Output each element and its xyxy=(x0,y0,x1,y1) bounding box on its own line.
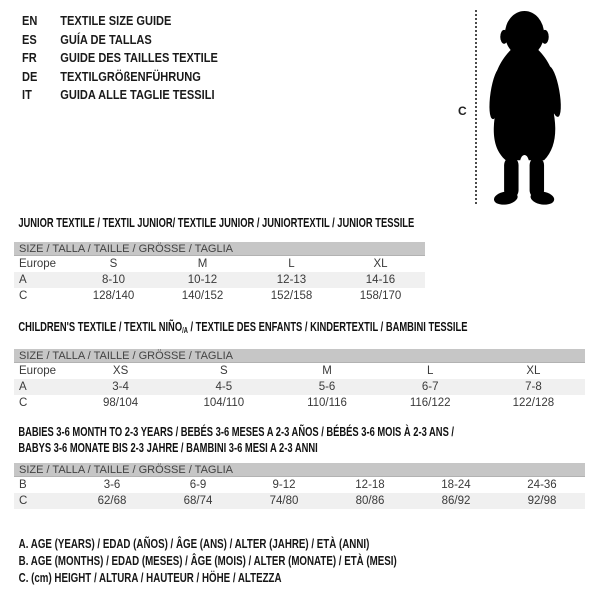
height-value: 104/110 xyxy=(203,397,245,409)
age-value: 12-13 xyxy=(276,274,307,286)
language-code: EN xyxy=(22,13,38,28)
age-value: 10-12 xyxy=(187,274,218,286)
height-value: 68/74 xyxy=(183,495,213,507)
junior-table-grid xyxy=(14,242,425,304)
age-value: 18-24 xyxy=(441,479,471,491)
language-row xyxy=(22,31,218,50)
babies-table-grid xyxy=(14,463,585,509)
language-code: DE xyxy=(22,68,38,84)
language-row xyxy=(22,49,218,68)
title-subscript: /A xyxy=(182,326,188,335)
height-value: 116/122 xyxy=(409,397,451,409)
height-value: 98/104 xyxy=(103,397,139,409)
height-value: 74/80 xyxy=(269,495,299,507)
language-code: FR xyxy=(22,50,37,65)
language-code: IT xyxy=(22,87,32,102)
babies-table-title-line1: BABIES 3-6 MONTH TO 2-3 YEARS / BEBÉS 3-6 MESES A 2-3 AÑOS / BÉBÉS 3-6 MOIS À 2-3 ANS / xyxy=(18,424,455,439)
title-text: / TEXTILE DES ENFANTS / KINDERTEXTIL / BAMBINI TESSILE xyxy=(187,319,468,334)
size-header-bar: SIZE / TALLA / TAILLE / GRÖSSE / TAGLIA xyxy=(14,242,425,256)
children-table xyxy=(14,320,585,411)
height-value: 110/116 xyxy=(307,397,347,409)
table-row xyxy=(14,477,585,493)
language-label: TEXTILE SIZE GUIDE xyxy=(60,13,172,28)
size-header-bar: SIZE / TALLA / TAILLE / GRÖSSE / TAGLIA xyxy=(14,349,585,363)
size-value: S xyxy=(109,258,118,270)
language-code: ES xyxy=(22,31,37,47)
height-value: 62/68 xyxy=(97,495,127,507)
age-value: 14-16 xyxy=(365,274,396,286)
table-row xyxy=(14,493,585,509)
baby-silhouette-icon xyxy=(482,8,567,207)
age-value: 24-36 xyxy=(527,479,557,491)
height-value: 86/92 xyxy=(441,495,471,507)
age-value: 9-12 xyxy=(272,479,296,491)
junior-table xyxy=(14,216,425,304)
language-label: GUÍA DE TALLAS xyxy=(60,31,152,47)
age-value: 5-6 xyxy=(318,381,336,393)
row-label: C xyxy=(19,290,28,302)
language-label: TEXTILGRÖßENFÜHRUNG xyxy=(60,68,201,84)
height-value: 122/128 xyxy=(512,397,555,409)
size-value: L xyxy=(288,258,295,270)
legend-line-age-years: A. AGE (YEARS) / EDAD (AÑOS) / ÂGE (ANS) / ALTER (JAHRE) / ETÀ (ANNI) xyxy=(18,537,370,551)
row-label: C xyxy=(19,495,28,507)
row-label: C xyxy=(19,397,28,409)
table-row xyxy=(14,272,425,288)
table-row xyxy=(14,379,585,395)
age-value: 4-5 xyxy=(215,381,233,393)
size-value: L xyxy=(427,365,434,377)
size-value: M xyxy=(322,365,332,377)
babies-table-title-line2: BABYS 3-6 MONATE BIS 2-3 JAHRE / BAMBINI 3-6 MESI A 2-3 ANNI xyxy=(18,439,318,455)
language-label: GUIDA ALLE TAGLIE TESSILI xyxy=(60,87,215,102)
row-label: A xyxy=(19,274,27,286)
language-row xyxy=(22,68,218,87)
language-row xyxy=(22,12,218,31)
age-value: 6-9 xyxy=(189,479,207,491)
language-list xyxy=(22,12,252,105)
height-value: 128/140 xyxy=(92,290,135,302)
age-value: 8-10 xyxy=(101,274,126,286)
row-label: A xyxy=(19,381,27,393)
language-label: GUIDE DES TAILLES TEXTILE xyxy=(60,50,218,65)
height-value: 140/152 xyxy=(181,290,224,302)
legend-line-age-months: B. AGE (MONTHS) / EDAD (MESES) / ÂGE (MOIS) / ALTER (MONATE) / ETÀ (MESI) xyxy=(18,554,397,568)
legend xyxy=(14,536,505,587)
children-table-grid xyxy=(14,349,585,411)
language-row xyxy=(22,86,218,105)
height-label: C xyxy=(458,104,467,118)
legend-line-height: C. (cm) HEIGHT / ALTURA / HAUTEUR / HÖHE / ALTEZZA xyxy=(18,571,282,585)
size-value: XL xyxy=(526,365,541,377)
age-value: 6-7 xyxy=(421,381,439,393)
height-dotted-line xyxy=(475,10,477,204)
table-row xyxy=(14,363,585,379)
junior-table-title: JUNIOR TEXTILE / TEXTIL JUNIOR/ TEXTILE JUNIOR / JUNIORTEXTIL / JUNIOR TESSILE xyxy=(18,215,415,230)
age-value: 3-4 xyxy=(112,381,129,393)
row-label: B xyxy=(19,479,27,491)
height-value: 92/98 xyxy=(527,495,557,507)
table-row xyxy=(14,256,425,272)
size-value: S xyxy=(219,365,228,377)
size-value: XS xyxy=(112,365,129,377)
title-text: CHILDREN'S TEXTILE / TEXTIL NIÑO xyxy=(18,319,183,334)
row-label: Europe xyxy=(19,258,57,270)
height-value: 80/86 xyxy=(355,495,385,507)
babies-table xyxy=(14,424,585,509)
size-header-bar: SIZE / TALLA / TAILLE / GRÖSSE / TAGLIA xyxy=(14,463,585,477)
height-value: 158/170 xyxy=(359,290,402,302)
size-value: M xyxy=(197,258,208,270)
table-row xyxy=(14,395,585,411)
height-value: 152/158 xyxy=(270,290,313,302)
row-label: Europe xyxy=(19,365,57,377)
age-value: 12-18 xyxy=(355,479,385,491)
table-row xyxy=(14,288,425,304)
size-value: XL xyxy=(373,258,388,270)
age-value: 3-6 xyxy=(103,479,121,491)
children-table-title xyxy=(14,319,468,337)
age-value: 7-8 xyxy=(525,381,542,393)
